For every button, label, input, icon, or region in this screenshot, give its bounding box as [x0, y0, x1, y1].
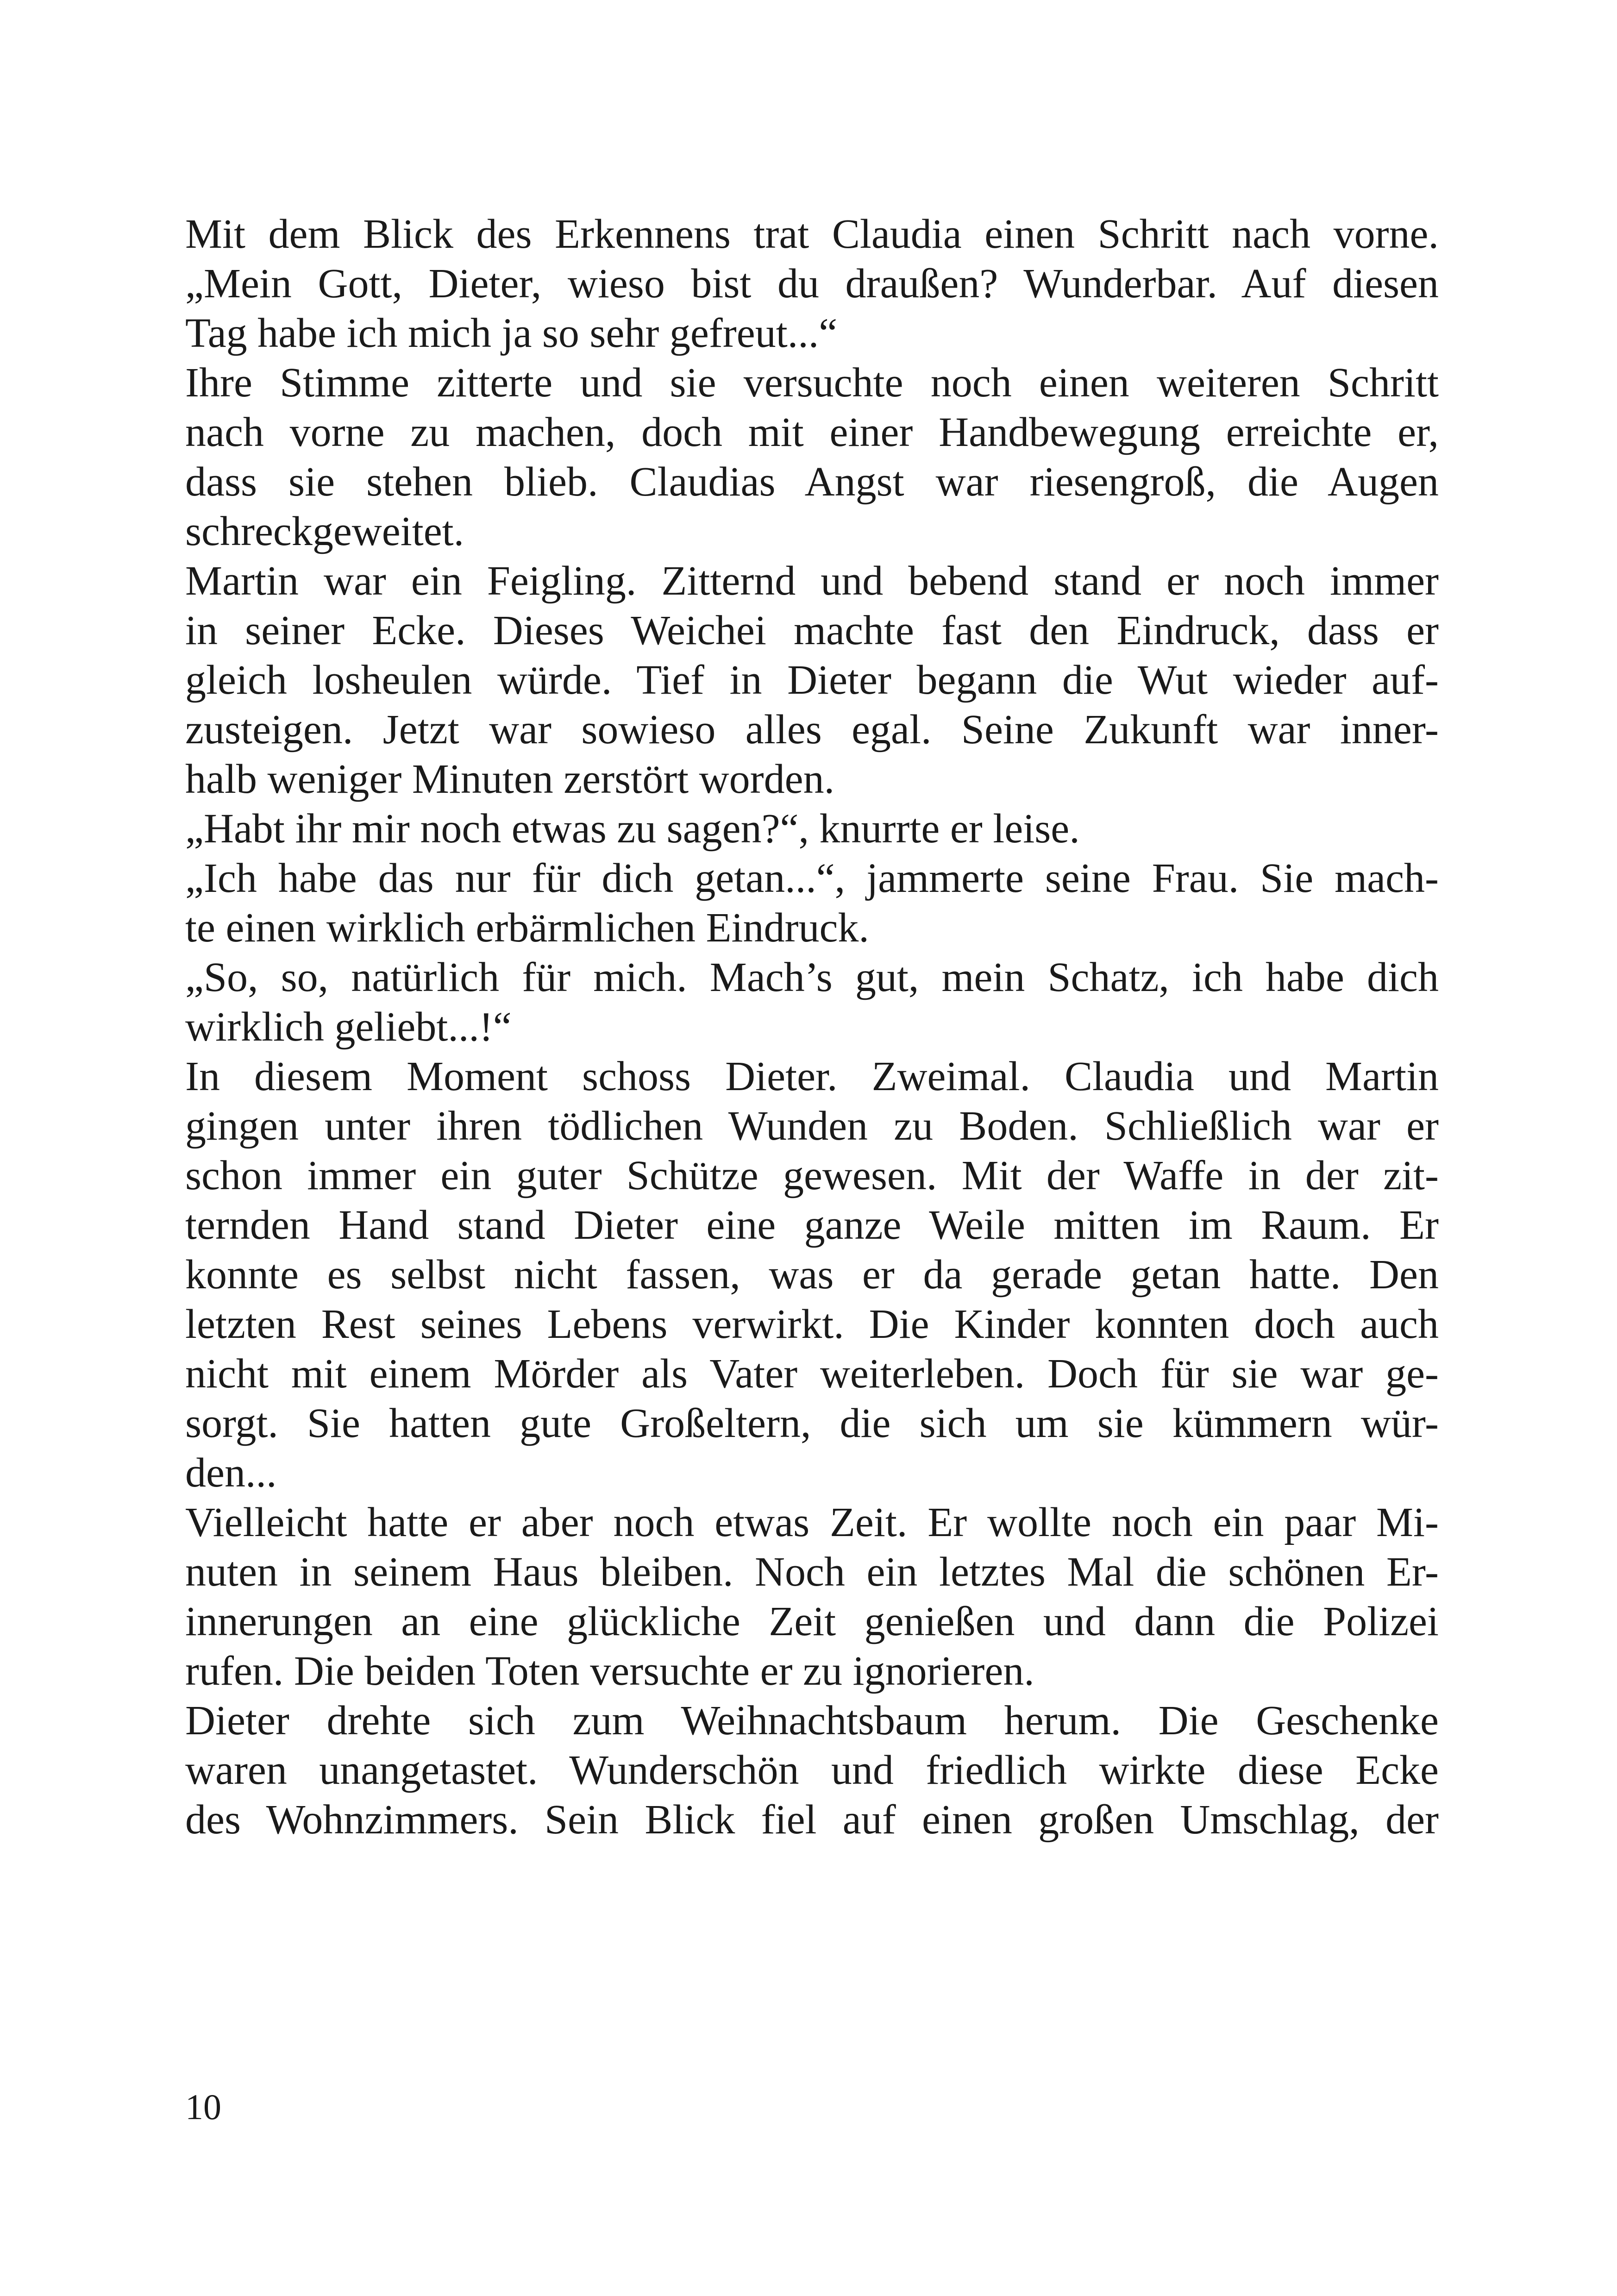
text-line: des Wohnzimmers. Sein Blick fiel auf einen großen Umschlag, der: [185, 1797, 1439, 1843]
text-line: den...: [185, 1450, 277, 1496]
text-line: gingen unter ihren tödlichen Wunden zu Boden. Schließlich war er: [185, 1103, 1439, 1149]
text-line: konnte es selbst nicht fassen, was er da gerade getan hatte. Den: [185, 1252, 1439, 1298]
text-line: „Habt ihr mir noch etwas zu sagen?“, knurrte er leise.: [185, 806, 1080, 852]
text-line: letzten Rest seines Lebens verwirkt. Die Kinder konnten doch auch: [185, 1301, 1439, 1347]
text-line: schon immer ein guter Schütze gewesen. Mit der Waffe in der zit-: [185, 1153, 1439, 1198]
text-line: Dieter drehte sich zum Weihnachtsbaum herum. Die Geschenke: [185, 1698, 1439, 1744]
text-line: „Mein Gott, Dieter, wieso bist du draußen? Wunderbar. Auf diesen: [185, 261, 1439, 307]
text-line: nach vorne zu machen, doch mit einer Handbewegung erreichte er,: [185, 409, 1439, 455]
text-line: dass sie stehen blieb. Claudias Angst war riesengroß, die Augen: [185, 459, 1439, 505]
text-line: te einen wirklich erbärmlichen Eindruck.: [185, 905, 869, 951]
text-line: in seiner Ecke. Dieses Weichei machte fast den Eindruck, dass er: [185, 608, 1439, 653]
text-line: rufen. Die beiden Toten versuchte er zu ignorieren.: [185, 1648, 1034, 1694]
text-line: Martin war ein Feigling. Zitternd und bebend stand er noch immer: [185, 558, 1439, 604]
text-line: In diesem Moment schoss Dieter. Zweimal. Claudia und Martin: [185, 1054, 1439, 1099]
text-line: innerungen an eine glückliche Zeit genießen und dann die Polizei: [185, 1599, 1439, 1644]
text-line: waren unangetastet. Wunderschön und friedlich wirkte diese Ecke: [185, 1747, 1439, 1793]
text-line: Vielleicht hatte er aber noch etwas Zeit. Er wollte noch ein paar Mi-: [185, 1499, 1439, 1545]
text-line: halb weniger Minuten zerstört worden.: [185, 756, 835, 802]
text-line: Mit dem Blick des Erkennens trat Claudia einen Schritt nach vorne.: [185, 211, 1439, 257]
text-line: schreckgeweitet.: [185, 508, 464, 554]
text-line: zusteigen. Jetzt war sowieso alles egal. Seine Zukunft war inner-: [185, 707, 1439, 753]
body-text: [185, 209, 1439, 1844]
page-number: 10: [185, 2087, 221, 2127]
text-line: Tag habe ich mich ja so sehr gefreut...“: [185, 310, 838, 356]
text-line: nicht mit einem Mörder als Vater weiterleben. Doch für sie war ge-: [185, 1351, 1439, 1397]
text-line: wirklich geliebt...!“: [185, 1004, 512, 1050]
text-line: nuten in seinem Haus bleiben. Noch ein letztes Mal die schönen Er-: [185, 1549, 1439, 1595]
text-line: sorgt. Sie hatten gute Großeltern, die sich um sie kümmern wür-: [185, 1400, 1439, 1446]
text-line: Ihre Stimme zitterte und sie versuchte noch einen weiteren Schritt: [185, 360, 1439, 406]
text-line: „So, so, natürlich für mich. Mach’s gut, mein Schatz, ich habe dich: [185, 954, 1439, 1000]
text-line: gleich losheulen würde. Tief in Dieter begann die Wut wieder auf-: [185, 657, 1439, 703]
text-line: „Ich habe das nur für dich getan...“, jammerte seine Frau. Sie mach-: [185, 855, 1439, 901]
text-line: ternden Hand stand Dieter eine ganze Weile mitten im Raum. Er: [185, 1202, 1439, 1248]
